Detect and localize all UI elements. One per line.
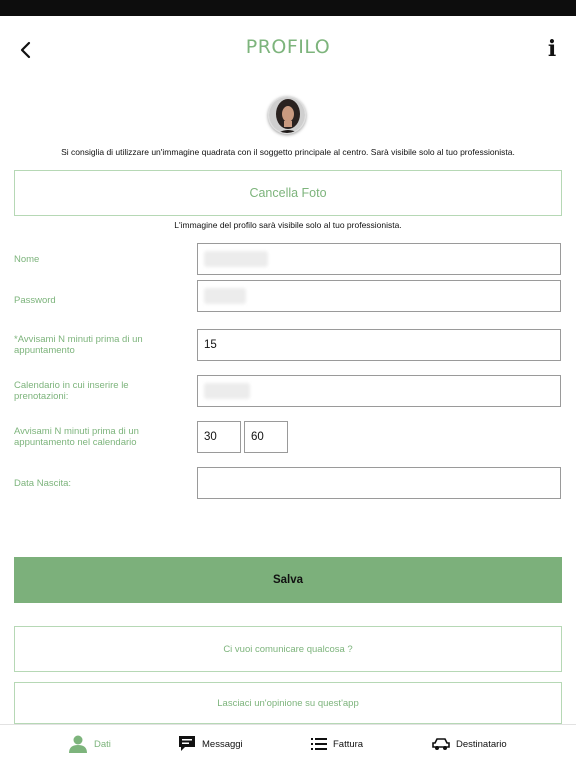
contact-button[interactable]: Ci vuoi comunicare qualcosa ? <box>14 626 562 672</box>
calendar-value <box>204 383 250 399</box>
tab-fattura[interactable] <box>311 733 363 755</box>
calendar-reminder-value-1: 30 <box>204 431 217 443</box>
status-bar <box>0 0 576 16</box>
profile-photo <box>269 97 306 134</box>
person-icon <box>68 735 88 753</box>
tab-fattura-label: Fattura <box>333 738 364 750</box>
reminder-value: 15 <box>204 339 217 351</box>
tab-bar <box>0 724 576 768</box>
password-field[interactable] <box>197 280 561 312</box>
tab-destinatario-label: Destinatario <box>456 738 507 750</box>
list-icon <box>311 737 327 751</box>
password-label: Password <box>14 295 56 306</box>
tab-dati[interactable] <box>68 733 111 755</box>
tab-dati-label: Dati <box>94 738 111 750</box>
calendar-reminder-field-2[interactable] <box>244 421 288 453</box>
tab-destinatario[interactable] <box>432 733 507 755</box>
tab-messaggi-label: Messaggi <box>202 738 243 750</box>
info-icon: i <box>547 36 557 62</box>
chat-icon <box>178 735 196 753</box>
info-button[interactable] <box>540 36 564 62</box>
calendar-label: Calendario in cui inserire le prenotazioni: <box>14 380 129 402</box>
reminder-field[interactable] <box>197 329 561 361</box>
calendar-reminder-field-1[interactable] <box>197 421 241 453</box>
navigation-bar <box>0 16 576 80</box>
page-title: PROFILO <box>245 36 331 58</box>
birth-date-label: Data Nascita: <box>14 478 72 489</box>
name-label: Nome <box>14 254 40 265</box>
image-advice-text: Si consiglia di utilizzare un'immagine quadrata con il soggetto principale al centro. Sarà visibile solo al tuo professionista. <box>61 147 515 157</box>
calendar-reminder-value-2: 60 <box>251 431 264 443</box>
password-value <box>204 288 246 304</box>
delete-photo-button[interactable]: Cancella Foto <box>14 170 562 216</box>
car-icon <box>432 737 450 751</box>
reminder-label: *Avvisami N minuti prima di un appuntamento <box>14 334 143 356</box>
name-field[interactable] <box>197 243 561 275</box>
tab-messaggi[interactable] <box>178 733 243 755</box>
name-value <box>204 251 268 267</box>
calendar-reminder-label: Avvisami N minuti prima di un appuntamento nel calendario <box>14 426 139 448</box>
avatar[interactable] <box>268 96 306 134</box>
calendar-field[interactable] <box>197 375 561 407</box>
save-button[interactable]: Salva <box>14 557 562 603</box>
review-app-button[interactable]: Lasciaci un'opinione su quest'app <box>14 682 562 724</box>
birth-date-field[interactable] <box>197 467 561 499</box>
visibility-text: L'immagine del profilo sarà visibile solo al tuo professionista. <box>174 220 402 230</box>
